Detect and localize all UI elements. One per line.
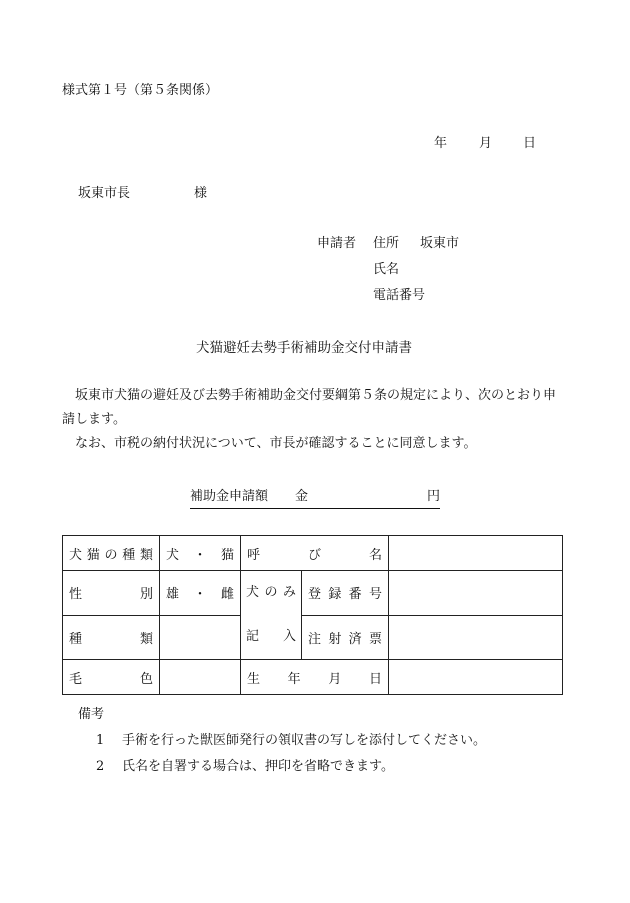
label-char: 射 [328,631,342,647]
tel-label: 電話番号 [373,288,426,303]
remark-number: 2 [96,759,105,774]
label-char: 年 [287,671,301,687]
label-char: 名 [369,547,383,563]
label-char: 月 [328,671,342,687]
remarks-title: 備考 [78,707,105,722]
animal-info-table [62,535,563,695]
injection-input-cell[interactable] [389,615,563,660]
amount-suffix: 円 [427,489,441,504]
label-char: 毛 [69,671,83,687]
injection-label-cell [302,615,389,660]
label-char: 記 [246,629,260,644]
birthdate-label-cell [241,660,389,695]
separator-dot: ・ [193,587,207,603]
label-char: 番 [348,587,362,603]
label-char: 種 [122,547,136,563]
amount-line [190,490,440,509]
male-option[interactable]: 雄 [166,587,180,603]
date-month-label: 月 [479,136,493,151]
call-name-label-cell [241,536,389,571]
breed-label [69,628,153,647]
label-char: の [104,547,118,563]
sex-choice-cell[interactable] [160,571,241,616]
date-year-label: 年 [434,136,448,151]
date-day-label: 日 [523,136,537,151]
form-number: 様式第１号（第５条関係） [62,83,219,98]
label-char: 犬 [246,585,260,600]
table-row [63,660,563,695]
label-char: 呼 [247,547,261,563]
remark-item [0,734,630,748]
registration-label [308,583,382,602]
dog-option[interactable]: 犬 [166,547,180,563]
label-char: 猫 [86,547,100,563]
addressee-name: 坂東市長 [78,186,131,201]
table-row [63,615,563,660]
label-char: 犬 [69,547,83,563]
coat-label [69,668,153,687]
female-option[interactable]: 雌 [220,587,234,603]
birthdate-label [247,668,382,687]
date-line [0,137,630,151]
dog-only-line-2 [246,615,296,659]
label-char: 別 [139,587,153,603]
amount-prefix: 金 [295,489,309,504]
label-char: 号 [368,587,382,603]
label-char: み [282,585,296,600]
breed-label-cell [63,615,160,660]
label-char: 済 [348,631,362,647]
label-char: 録 [328,587,342,603]
remark-text: 手術を行った獣医師発行の領収書の写しを添付してください。 [122,733,487,748]
body-paragraph-2: なお、市税の納付状況について、市長が確認することに同意します。 [75,436,477,451]
label-char: 入 [282,629,296,644]
sex-choice [166,583,234,602]
label-char: 色 [139,671,153,687]
animal-type-choice-cell[interactable] [160,536,241,571]
label-char: 日 [368,671,382,687]
dog-only-label [246,571,296,659]
label-char: 性 [69,587,83,603]
document-title: 犬猫避妊去勢手術補助金交付申請書 [196,340,412,356]
body-paragraph-1: 坂東市犬猫の避妊及び去勢手術補助金交付要綱第５条の規定により、次のとおり申請します。 [62,388,557,427]
dog-only-label-cell [241,571,302,660]
animal-type-label [69,544,153,563]
registration-input-cell[interactable] [389,571,563,616]
table-row [63,571,563,616]
sex-label [69,583,153,602]
breed-input-cell[interactable] [160,615,241,660]
addressee-honorific: 様 [194,186,208,201]
coat-label-cell [63,660,160,695]
address-value: 坂東市 [420,236,460,251]
animal-type-choice [166,544,234,563]
name-label: 氏名 [373,262,400,277]
birthdate-input-cell[interactable] [389,660,563,695]
label-char: 注 [308,631,322,647]
injection-label [308,628,382,647]
sex-label-cell [63,571,160,616]
body-text [62,384,568,456]
call-name-label [247,544,382,563]
call-name-input-cell[interactable] [389,536,563,571]
remark-text: 氏名を自署する場合は、押印を省略できます。 [122,759,394,774]
label-char: 生 [247,671,261,687]
applicant-label: 申請者 [317,236,357,251]
label-char: 票 [368,631,382,647]
dog-only-line-1 [246,571,296,615]
label-char: 登 [308,587,322,603]
coat-input-cell[interactable] [160,660,241,695]
separator-dot: ・ [193,547,207,563]
label-char: 類 [139,547,153,563]
label-char: び [308,547,322,563]
address-label: 住所 [373,236,400,251]
registration-label-cell [302,571,389,616]
label-char: 類 [139,631,153,647]
label-char: 種 [69,631,83,647]
amount-label: 補助金申請額 [190,489,269,504]
animal-type-label-cell [63,536,160,571]
remark-number: 1 [96,733,105,748]
table-row [63,536,563,571]
remark-item [0,760,630,774]
label-char: の [264,585,278,600]
cat-option[interactable]: 猫 [220,547,234,563]
